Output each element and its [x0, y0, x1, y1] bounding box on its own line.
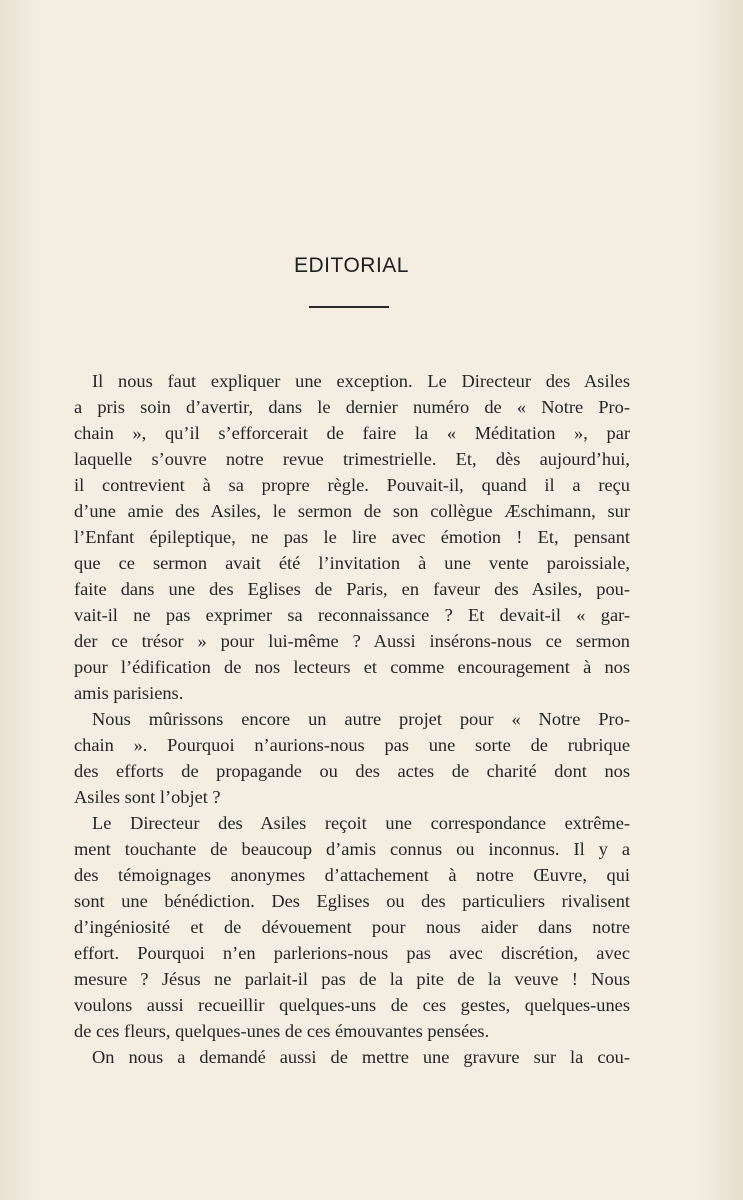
text-line: sont une bénédiction. Des Eglises ou des particuliers rivalisent	[74, 891, 630, 911]
text-line: de ces fleurs, quelques-unes de ces émouvantes pensées.	[74, 1021, 490, 1041]
text-line: ment touchante de beaucoup d’amis connus ou inconnus. Il y a	[74, 839, 630, 859]
text-line: il contrevient à sa propre règle. Pouvait-il, quand il a reçu	[74, 475, 630, 495]
text-line: der ce trésor » pour lui-même ? Aussi insérons-nous ce sermon	[74, 631, 630, 651]
text-line: pour l’édification de nos lecteurs et comme encouragement à nos	[74, 657, 630, 677]
text-line: faite dans une des Eglises de Paris, en faveur des Asiles, pou-	[74, 579, 630, 599]
text-line: d’ingéniosité et de dévouement pour nous aider dans notre	[74, 917, 630, 937]
text-line: que ce sermon avait été l’invitation à une vente paroissiale,	[74, 553, 630, 573]
text-line: laquelle s’ouvre notre revue trimestrielle. Et, dès aujourd’hui,	[74, 449, 630, 469]
text-line: a pris soin d’avertir, dans le dernier numéro de « Notre Pro-	[74, 397, 630, 417]
body-text	[74, 368, 630, 1070]
page-title: EDITORIAL	[294, 254, 409, 277]
text-line: Le Directeur des Asiles reçoit une correspondance extrême-	[92, 813, 630, 833]
text-line: l’Enfant épileptique, ne pas le lire avec émotion ! Et, pensant	[74, 527, 630, 547]
text-line: Asiles sont l’objet ?	[74, 787, 221, 807]
text-line: des témoignages anonymes d’attachement à notre Œuvre, qui	[74, 865, 630, 885]
text-line: mesure ? Jésus ne parlait-il pas de la pite de la veuve ! Nous	[74, 969, 630, 989]
text-line: amis parisiens.	[74, 683, 184, 703]
text-line: effort. Pourquoi n’en parlerions-nous pas avec discrétion, avec	[74, 943, 630, 963]
text-line: chain ». Pourquoi n’aurions-nous pas une sorte de rubrique	[74, 735, 630, 755]
text-line: Nous mûrissons encore un autre projet pour « Notre Pro-	[92, 709, 630, 729]
bleed-through-text	[250, 90, 650, 340]
text-line: On nous a demandé aussi de mettre une gravure sur la cou-	[92, 1047, 630, 1067]
text-line: d’une amie des Asiles, le sermon de son collègue Æschimann, sur	[74, 501, 630, 521]
text-line: des efforts de propagande ou des actes de charité dont nos	[74, 761, 630, 781]
text-line: chain », qu’il s’efforcerait de faire la « Méditation », par	[74, 423, 630, 443]
text-line: Il nous faut expliquer une exception. Le Directeur des Asiles	[92, 371, 630, 391]
text-line: voulons aussi recueillir quelques-uns de ces gestes, quelques-unes	[74, 995, 630, 1015]
title-rule	[309, 306, 389, 308]
text-line: vait-il ne pas exprimer sa reconnaissance ? Et devait-il « gar-	[74, 605, 630, 625]
